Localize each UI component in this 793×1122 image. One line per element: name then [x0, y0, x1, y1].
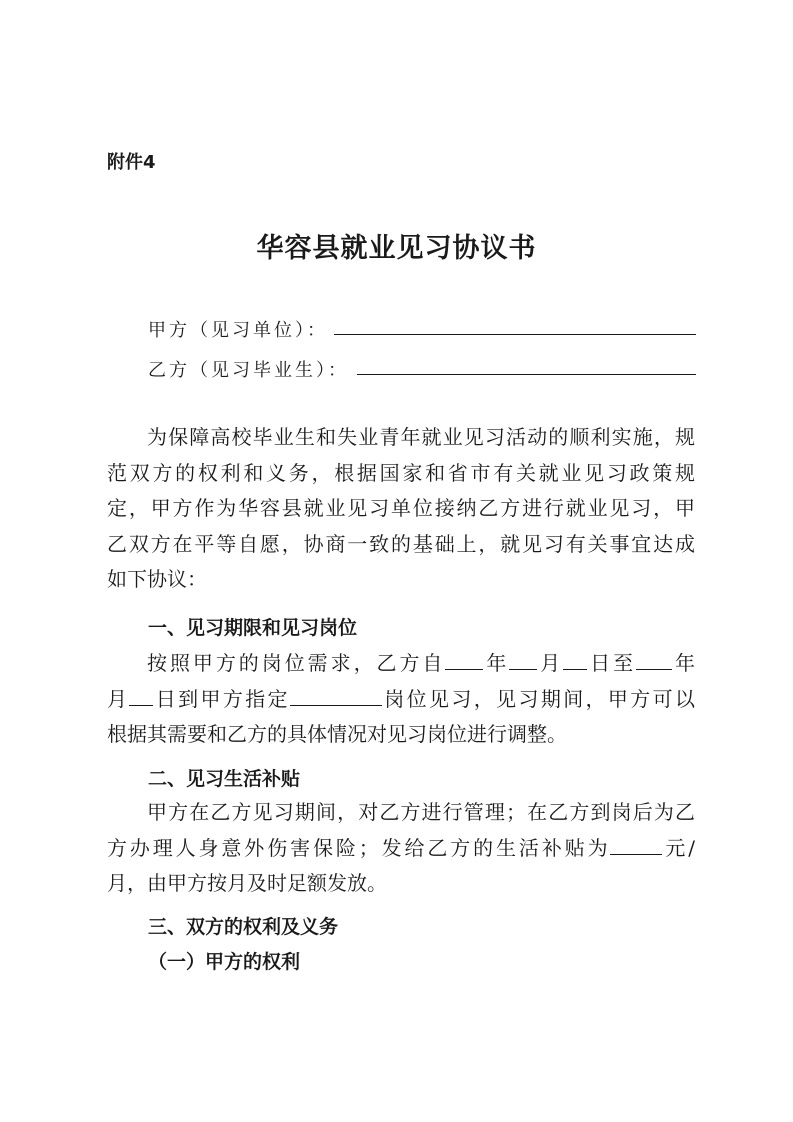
section1-line [107, 682, 695, 718]
end-year-blank[interactable] [636, 647, 672, 670]
section2-line: 月，由甲方按月及时足额发放。 [107, 871, 387, 895]
section1-line: 根据其需要和乙方的具体情况对见习岗位进行调整。 [107, 722, 567, 746]
start-day-blank[interactable] [563, 647, 587, 670]
section1-text: 日到甲方指定 [153, 686, 290, 711]
month-label: 月 [537, 651, 564, 675]
section2-line: 甲方在乙方见习期间，对乙方进行管理；在乙方到岗后为乙 [147, 800, 695, 824]
intro-line: 定，甲方作为华容县就业见习单位接纳乙方进行就业见习，甲 [107, 496, 695, 520]
section1-heading: 一、见习期限和见习岗位 [148, 617, 358, 639]
section3-subheading: （一）甲方的权利 [148, 951, 301, 973]
intro-line: 范双方的权利和义务，根据国家和省市有关就业见习政策规 [107, 460, 695, 485]
section2-line [107, 831, 695, 867]
party-a-fill-line[interactable] [334, 310, 696, 335]
intro-line: 乙双方在平等自愿，协商一致的基础上，就见习有关事宜达成 [107, 531, 695, 556]
section1-line [107, 646, 695, 682]
section1-paragraph [107, 646, 695, 753]
end-day-blank[interactable] [129, 683, 153, 706]
section1-text: 岗位见习，见习期间，甲方可以 [381, 686, 696, 711]
day-to-label: 日至 [587, 651, 637, 675]
attachment-label: 附件4 [107, 152, 156, 173]
intro-line: 为保障高校毕业生和失业青年就业见习活动的顺利实施，规 [147, 425, 695, 449]
page-title: 华容县就业见习协议书 [256, 233, 537, 264]
party-b-fill-line[interactable] [357, 350, 696, 375]
section1-text: 按照甲方的岗位需求，乙方自 [147, 651, 446, 675]
currency-unit: 元/ [662, 835, 695, 860]
section2-text: 方办理人身意外伤害保险；发给乙方的生活补贴为 [107, 835, 611, 860]
party-b-label: 乙方（见习毕业生）： [148, 360, 349, 381]
section2-paragraph [107, 795, 695, 902]
month-label: 月 [107, 686, 130, 711]
start-month-blank[interactable] [509, 647, 537, 670]
intro-line: 如下协议： [107, 567, 207, 591]
position-blank[interactable] [290, 683, 382, 706]
section3-heading: 三、双方的权利及义务 [148, 916, 339, 938]
year-label: 年 [672, 651, 696, 675]
start-year-blank[interactable] [445, 647, 483, 670]
party-a-label: 甲方（见习单位）： [148, 320, 328, 341]
allowance-amount-blank[interactable] [610, 832, 662, 855]
year-label: 年 [483, 651, 510, 675]
section2-heading: 二、见习生活补贴 [148, 768, 301, 790]
intro-paragraph [107, 420, 695, 598]
